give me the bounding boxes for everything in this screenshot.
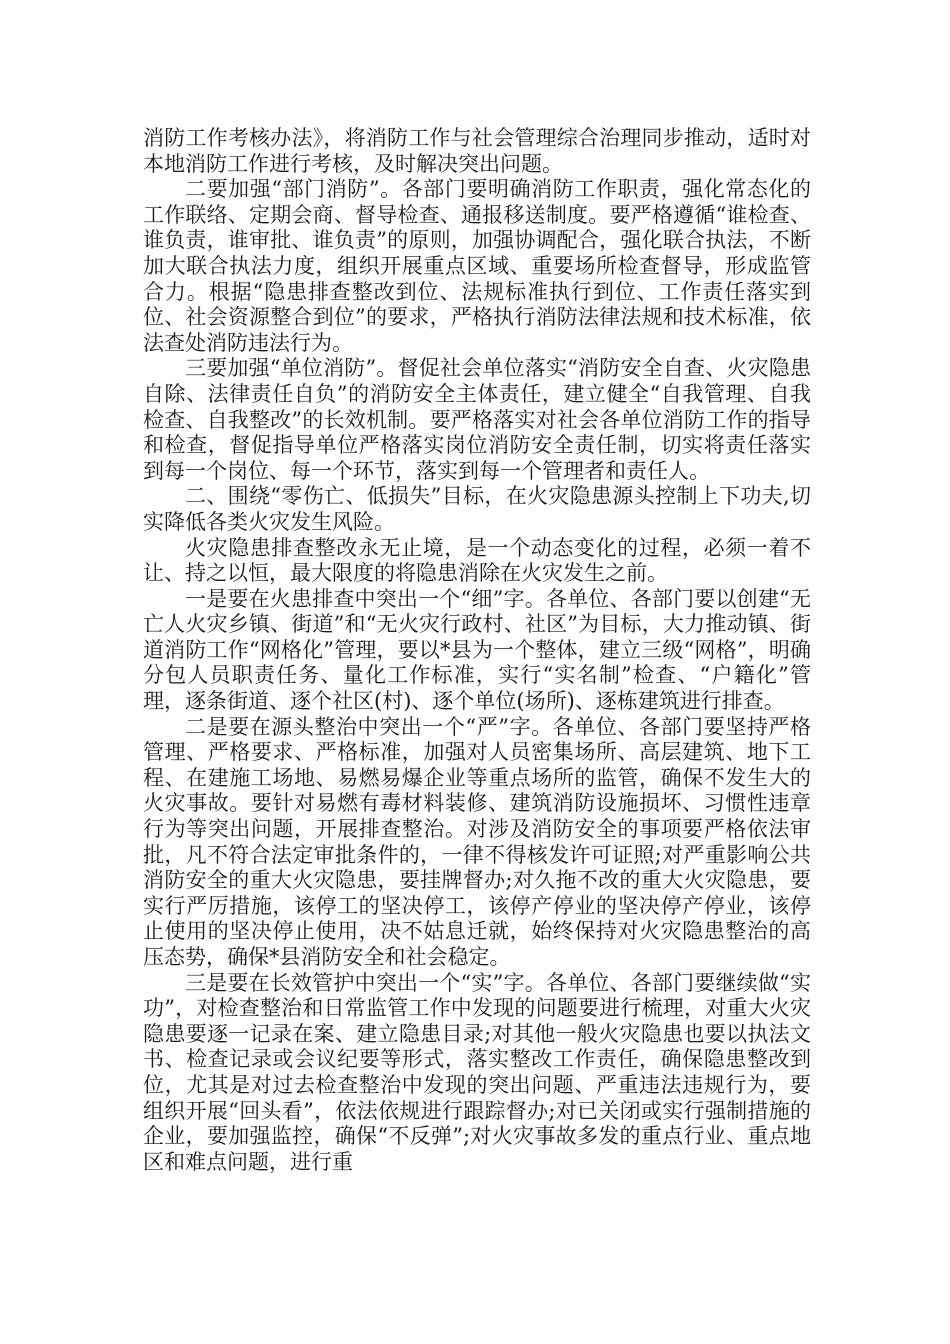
paragraph-strict: 二是要在源头整治中突出一个“严”字。各单位、各部门要坚持严格管理、严格要求、严格标准，加强对人员密集场所、高层建筑、地下工程、在建施工场地、易燃易爆企业等重点场所的监管，确保不发生大的火灾事故。要针对易燃有毒材料装修、建筑消防设施损坏、习惯性违章行为等突出问题，开展排查整治。对涉及消防安全的事项要严格依法审批，凡不符合法定审批条件的，一律不得核发许可证照;对严重影响公共消防安全的重大火灾隐患，要挂牌督办;对久拖不改的重大火灾隐患，要实行严厉措施，该停工的坚决停工，该停产停业的坚决停产停业，该停止使用的坚决停止使用，决不姑息迁就，始终保持对火灾隐患整治的高压态势，确保*县消防安全和社会稳定。 <box>143 714 811 969</box>
paragraph-practical: 三是要在长效管护中突出一个“实”字。各单位、各部门要继续做“实功”，对检查整治和日常监管工作中发现的问题要进行梳理，对重大火灾隐患要逐一记录在案、建立隐患目录;对其他一般火灾隐患也要以执法文书、检查记录或会议纪要等形式，落实整改工作责任，确保隐患整改到位，尤其是对过去检查整治中发现的突出问题、严重违法违规行为，要组织开展“回头看”，依法依规进行跟踪督办;对已关闭或实行强制措施的企业，要加强监控，确保“不反弹”;对火灾事故多发的重点行业、重点地区和难点问题，进行重 <box>143 970 811 1174</box>
paragraph-detail: 一是要在火患排查中突出一个“细”字。各单位、各部门要以创建“无亡人火灾乡镇、街道”和“无火灾行政村、社区”为目标，大力推动镇、街道消防工作“网格化”管理，要以*县为一个整体，建立三级“网格”，明确分包人员职责任务、量化工作标准，实行“实名制”检查、“户籍化”管理，逐条街道、逐个社区(村)、逐个单位(场所)、逐栋建筑进行排查。 <box>143 586 811 714</box>
paragraph-unit-fire: 三要加强“单位消防”。督促社会单位落实“消防安全自查、火灾隐患自除、法律责任自负”的消防安全主体责任，建立健全“自我管理、自我检查、自我整改”的长效机制。要严格落实对社会各单位消防工作的指导和检查，督促指导单位严格落实岗位消防安全责任制，切实将责任落实到每一个岗位、每一个环节，落实到每一个管理者和责任人。 <box>143 356 811 483</box>
section-heading-two: 二、围绕“零伤亡、低损失”目标，在火灾隐患源头控制上下功夫,切实降低各类火灾发生风险。 <box>143 484 811 534</box>
paragraph-department-fire: 二要加强“部门消防”。各部门要明确消防工作职责，强化常态化的工作联络、定期会商、督导检查、通报移送制度。要严格遵循“谁检查、谁负责，谁审批、谁负责”的原则，加强协调配合，强化联合执法，不断加大联合执法力度，组织开展重点区域、重要场所检查督导，形成监管合力。根据“隐患排查整改到位、法规标准执行到位、工作责任落实到位、社会资源整合到位”的要求，严格执行消防法律法规和技术标准，依法查处消防违法行为。 <box>143 177 811 355</box>
paragraph-continuation: 消防工作考核办法》，将消防工作与社会管理综合治理同步推动，适时对本地消防工作进行考核，及时解决突出问题。 <box>143 126 811 176</box>
paragraph-hazard-intro: 火灾隐患排查整改永无止境，是一个动态变化的过程，必须一着不让、持之以恒，最大限度的将隐患消除在火灾发生之前。 <box>143 535 811 586</box>
document-body <box>143 126 811 1175</box>
